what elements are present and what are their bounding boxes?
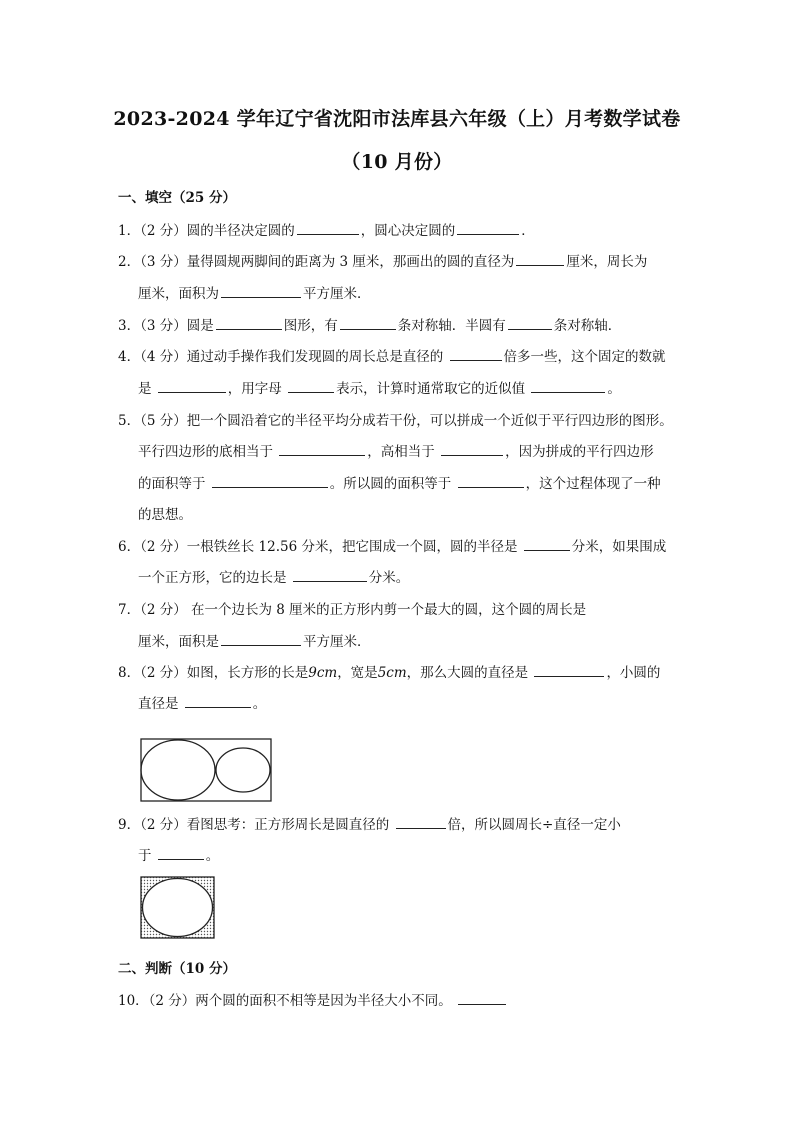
question-9: 9．（2 分）看图思考：正方形周长是圆直径的 倍，所以圆周长÷直径一定小 [118,813,621,833]
answer-blank[interactable] [457,220,519,235]
question-7-cont: 厘米，面积是 平方厘米． [138,630,371,650]
question-1: 1．（2 分）圆的半径决定圆的 ，圆心决定圆的 ． [118,219,535,239]
question-3: 3．（3 分）圆是 图形，有 条对称轴．半圆有 条对称轴． [118,314,621,334]
answer-blank[interactable] [531,378,605,393]
square-circle-figure [140,876,216,940]
answer-blank[interactable] [516,251,564,266]
answer-blank[interactable] [450,346,502,361]
answer-blank[interactable] [340,315,396,330]
question-5-cont2: 的面积等于 。所以圆的面积等于 ，这个过程体现了一种 [138,472,661,492]
inscribed-circle [143,879,213,937]
answer-blank[interactable] [279,441,365,456]
answer-blank[interactable] [458,473,524,488]
answer-blank[interactable] [297,220,359,235]
question-5-cont3: 的思想。 [138,507,192,523]
question-6: 6．（2 分）一根铁丝长 12.56 分米，把它围成一个圆，圆的半径是 分米，如果围成 [118,535,666,555]
answer-blank[interactable] [288,378,334,393]
large-circle [141,740,215,800]
question-2: 2．（3 分）量得圆规两脚间的距离为 3 厘米，那画出的圆的直径为 厘米，周长为 [118,250,647,270]
question-8-cont: 直径是 。 [138,692,266,712]
answer-blank[interactable] [441,441,503,456]
answer-blank[interactable] [293,567,367,582]
question-7: 7．（2 分） 在一个边长为 8 厘米的正方形内剪一个最大的圆，这个圆的周长是 [118,602,587,618]
answer-blank[interactable] [216,315,282,330]
section-fill-in: 一、填空（25 分） [118,190,236,206]
answer-blank[interactable] [158,378,226,393]
small-circle [216,748,270,792]
exam-subtitle: （10 月份） [341,151,453,173]
question-5-cont1: 平行四边形的底相当于 ，高相当于 ，因为拼成的平行四边形 [138,440,654,460]
question-9-cont: 于 。 [138,844,219,864]
answer-blank[interactable] [508,315,552,330]
question-4-cont: 是 ，用字母 表示，计算时通常取它的近似值 。 [138,377,621,397]
answer-blank[interactable] [396,814,446,829]
question-6-cont: 一个正方形，它的边长是 分米。 [138,566,409,586]
answer-blank[interactable] [534,662,604,677]
question-8: 8．（2 分）如图，长方形的长是9cm，宽是5cm，那么大圆的直径是 ，小圆的 [118,661,660,681]
question-5: 5．（5 分）把一个圆沿着它的半径平均分成若干份，可以拼成一个近似于平行四边形的图形。 [118,413,673,429]
rectangle-two-circles-figure [140,738,272,804]
question-10: 10．（2 分）两个圆的面积不相等是因为半径大小不同。 [118,989,508,1009]
answer-blank[interactable] [458,990,506,1005]
answer-blank[interactable] [158,845,204,860]
answer-blank[interactable] [185,693,251,708]
answer-blank[interactable] [212,473,328,488]
section-true-false: 二、判断（10 分） [118,961,236,977]
answer-blank[interactable] [221,631,301,646]
exam-title: 2023-2024 学年辽宁省沈阳市法库县六年级（上）月考数学试卷 [113,108,681,130]
rectangle-outline [141,739,271,801]
question-4: 4．（4 分）通过动手操作我们发现圆的周长总是直径的 倍多一些，这个固定的数就 [118,345,666,365]
answer-blank[interactable] [524,536,570,551]
answer-blank[interactable] [221,283,301,298]
question-2-cont: 厘米，面积为 平方厘米． [138,282,371,302]
